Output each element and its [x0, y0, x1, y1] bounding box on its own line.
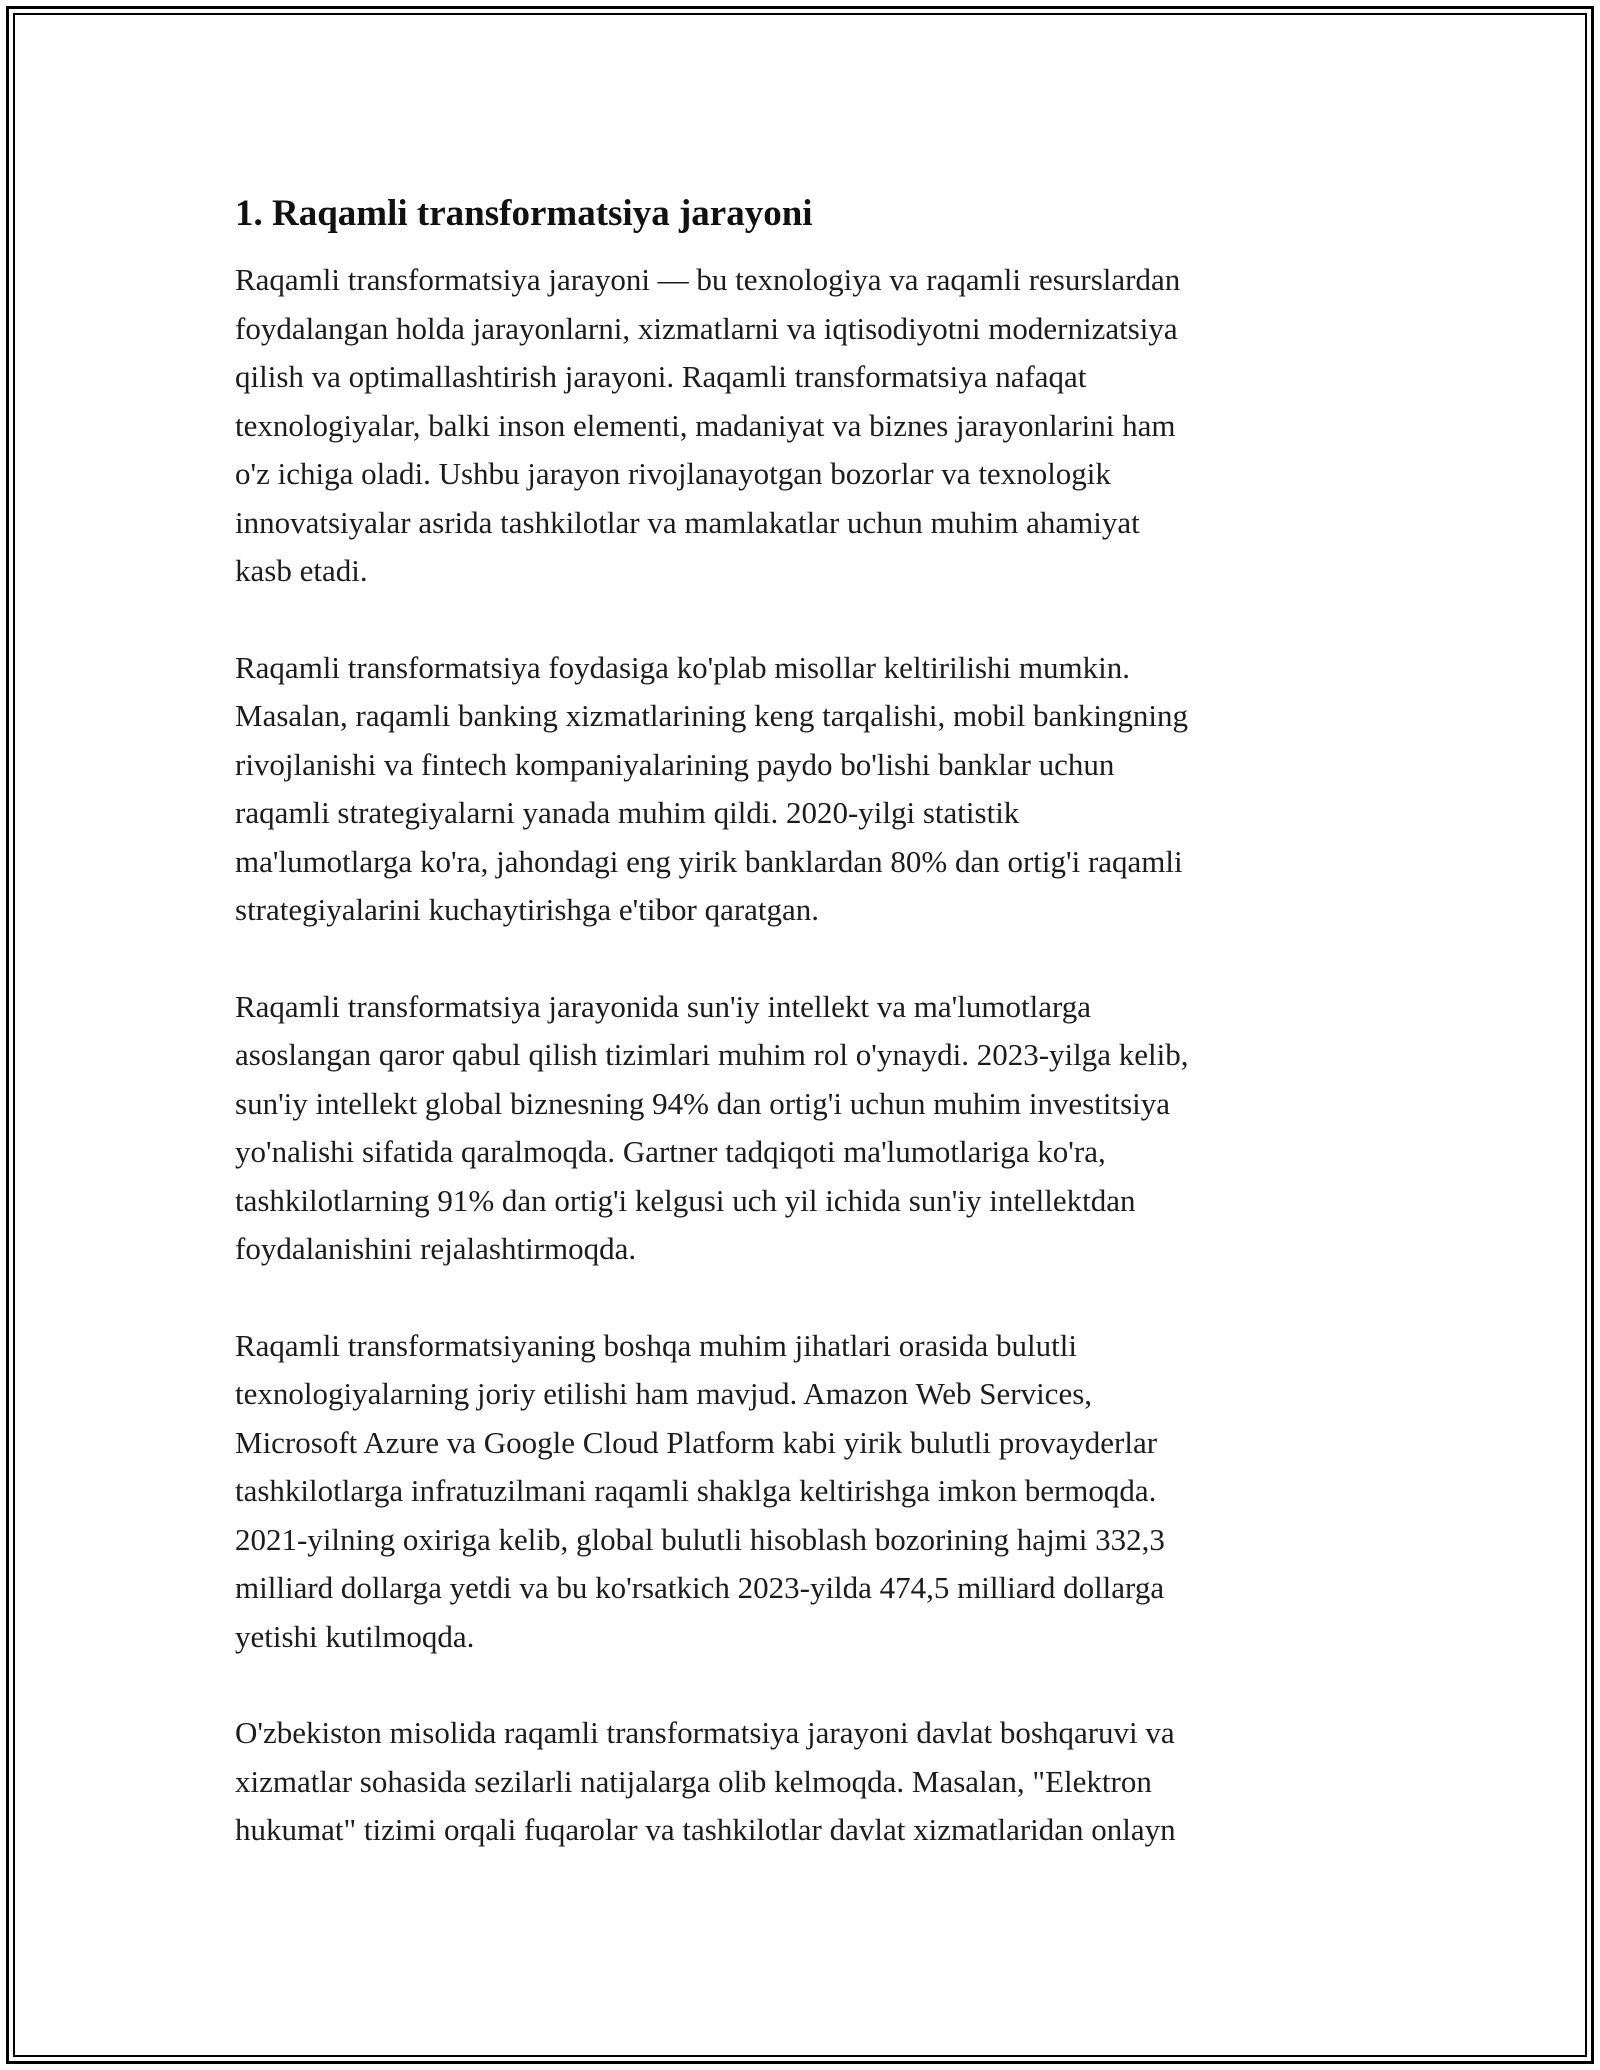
paragraph-spacer [235, 596, 1385, 644]
document-body [235, 188, 1385, 1855]
paragraph-2: Raqamli transformatsiya foydasiga ko'plab misollar keltirilishi mumkin. Masalan, raqamli banking xizmatlarining keng tarqalishi, mobil bankingning rivojlanishi va fintech kompaniyalarining paydo bo'lishi banklar uchun raqamli strategiyalarni yanada muhim qildi. 2020-yilgi statistik ma'lumotlarga ko'ra, jahondagi eng yirik banklardan 80% dan ortig'i raqamli strategiyalarini kuchaytirishga e'tibor qaratgan. [235, 649, 1189, 927]
paragraph-spacer [235, 1661, 1385, 1709]
paragraph-spacer [235, 1274, 1385, 1322]
heading-spacer [235, 240, 1385, 256]
paragraph-3: Raqamli transformatsiya jarayonida sun'iy intellekt va ma'lumotlarga asoslangan qaror qabul qilish tizimlari muhim rol o'ynaydi. 2023-yilga kelib, sun'iy intellekt global biznesning 94% dan ortig'i uchun muhim investitsiya yo'nalishi sifatida qaralmoqda. Gartner tadqiqoti ma'lumotlariga ko'ra, tashkilotlarning 91% dan ortig'i kelgusi uch yil ichida sun'iy intellektdan foydalanishini rejalashtirmoqda. [235, 988, 1189, 1266]
paragraph-1: Raqamli transformatsiya jarayoni — bu texnologiya va raqamli resurslardan foydalangan holda jarayonlarni, xizmatlarni va iqtisodiyotni modernizatsiya qilish va optimallashtirish jarayoni. Raqamli transformatsiya nafaqat texnologiyalar, balki inson elementi, madaniyat va biznes jarayonlarini ham o'z ichiga oladi. Ushbu jarayon rivojlanayotgan bozorlar va texnologik innovatsiyalar asrida tashkilotlar va mamlakatlar uchun muhim ahamiyat kasb etadi. [235, 262, 1181, 588]
paragraph-5: O'zbekiston misolida raqamli transformatsiya jarayoni davlat boshqaruvi va xizmatlar sohasida sezilarli natijalarga olib kelmoqda. Masalan, "Elektron hukumat" tizimi orqali fuqarolar va tashkilotlar davlat xizmatlaridan onlayn [235, 1715, 1176, 1847]
section-heading: 1. Raqamli transformatsiya jarayoni [235, 193, 813, 234]
paragraph-4: Raqamli transformatsiyaning boshqa muhim jihatlari orasida bulutli texnologiyalarning joriy etilishi ham mavjud. Amazon Web Services, Microsoft Azure va Google Cloud Platform kabi yirik bulutli provayderlar tashkilotlarga infratuzilmani raqamli shaklga keltirishga imkon bermoqda. 2021-yilning oxiriga kelib, global bulutli hisoblash bozorining hajmi 332,3 milliard dollarga yetdi va bu ko'rsatkich 2023-yilda 474,5 milliard dollarga yetishi kutilmoqda. [235, 1327, 1165, 1654]
paragraph-spacer [235, 935, 1385, 983]
